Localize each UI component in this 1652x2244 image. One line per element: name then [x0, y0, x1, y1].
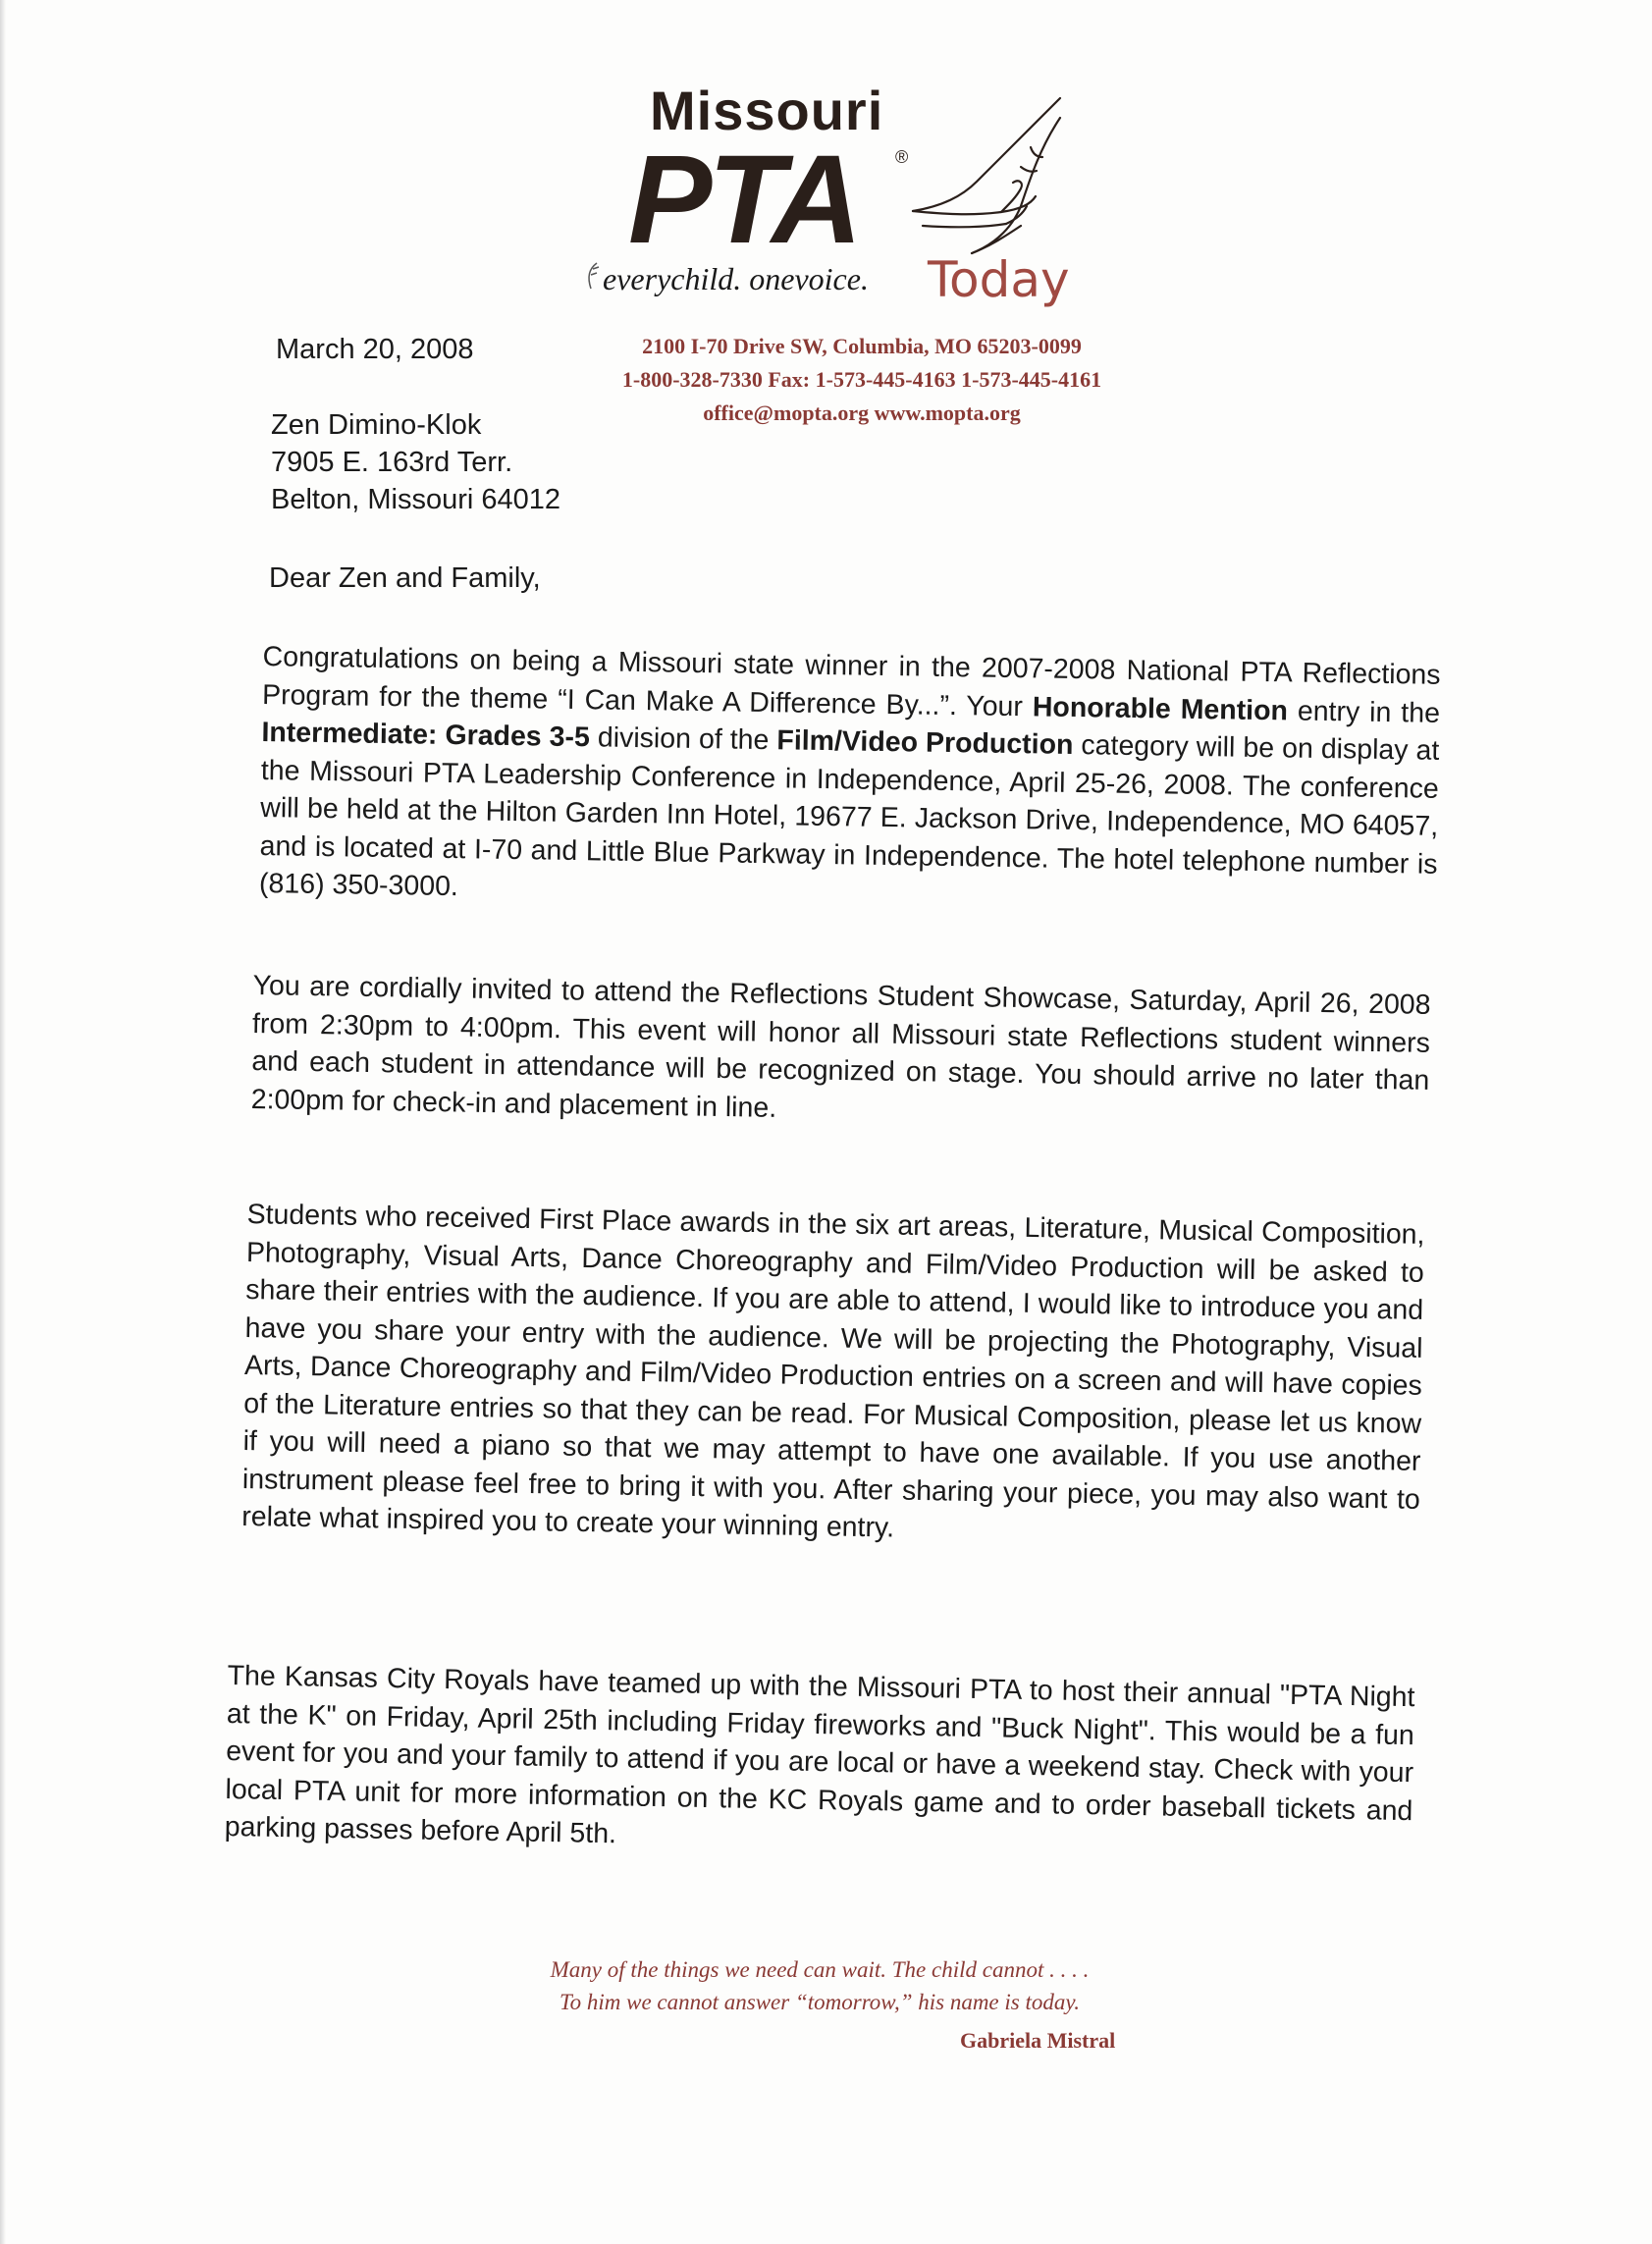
category-name: Film/Video Production [776, 724, 1074, 761]
address-phones: 1-800-328-7330 Fax: 1-573-445-4163 1-573-445-4161 [621, 367, 1102, 392]
recipient-name: Zen Dimino-Klok [271, 409, 482, 441]
footer-quote [481, 1953, 1158, 2018]
recipient-address [271, 406, 560, 518]
tagline-today: Today [928, 251, 1070, 308]
letterhead-address [538, 330, 1186, 430]
quote-line-1: Many of the things we need can wait. The child cannot . . . . [550, 1957, 1090, 1982]
missouri-pta-logo [589, 79, 1099, 334]
recipient-street: 7905 E. 163rd Terr. [271, 447, 513, 478]
paragraph-sharing-entries: Students who received First Place awards in the six art areas, Literature, Musical Composition, Photography, Visual Arts, Dance Choreography and Film/Video Production will be asked to share their entries with the audience. If you are able to attend, I would like to introduce you and have you share your entry with the audience. We will be projecting the Photography, Visual Arts, Dance Choreography and Film/Video Production entries on a screen and will have copies of the Literature entries so that they can be read. For Musical Composition, please let us know if you will need a piano so that we may attempt to have one available. If you use another instrument please feel free to bring it with you. After sharing your piece, you may also want to relate what inspired you to create your winning entry. [241, 1198, 1425, 1544]
registered-mark: ® [895, 147, 909, 167]
address-street: 2100 I-70 Drive SW, Columbia, MO 65203-0099 [642, 334, 1082, 358]
division-name: Intermediate: Grades 3-5 [261, 716, 591, 754]
paragraph-congratulations [259, 638, 1441, 921]
recipient-city: Belton, Missouri 64012 [271, 484, 560, 515]
p1-text-c: entry in the [1287, 694, 1441, 729]
paragraph-royals-night: The Kansas City Royals have teamed up with the Missouri PTA to host their annual "PTA Night at the K" on Friday, April 25th including Friday fireworks and "Buck Night". This would be a fun event for you and your family to attend if you are local or have a weekend stay. Check with your local PTA unit for more information on the KC Royals game and to order baseball tickets and parking passes before April 5th. [224, 1659, 1415, 1850]
p1-text-g: category will be on display at the Missouri PTA Leadership Conference in Independence, April 25-26, 2008. The conference will be held at the Hilton Garden Inn Hotel, 19677 E. Jackson Drive, Independence, MO 64057, and is located at I-70 and Little Blue Parkway in Independence. The hotel telephone number is (816) 350-3000. [258, 728, 1440, 903]
quote-author: Gabriela Mistral [960, 2028, 1116, 2053]
tagline: everychild. onevoice. [603, 261, 869, 296]
p1-text-e: division of the [589, 721, 777, 757]
paragraph-showcase-invite: You are cordially invited to attend the Reflections Student Showcase, Saturday, April 26, 2008 from 2:30pm to 4:00pm. This event will honor all Missouri state Reflections student winners and each student in attendance will be recognized on stage. You should arrive no later than 2:00pm for check-in and placement in line. [250, 969, 1431, 1124]
address-web: office@mopta.org www.mopta.org [703, 401, 1021, 425]
award-level: Honorable Mention [1032, 690, 1289, 726]
p1-text-a: Congratulations on being a Missouri state winner in the 2007-2008 National PTA Reflections Program for the theme “I Can Make A Difference By...”. Your [261, 640, 1441, 722]
salutation: Dear Zen and Family, [269, 562, 541, 594]
leaf-icon [583, 261, 603, 291]
letter-date: March 20, 2008 [276, 334, 474, 365]
logo-org-name-top: Missouri [650, 80, 884, 141]
quote-line-2: To him we cannot answer “tomorrow,” his name is today. [559, 1990, 1081, 2014]
scan-edge-shadow [0, 0, 6, 2244]
logo-org-name-main: PTA [628, 130, 859, 270]
